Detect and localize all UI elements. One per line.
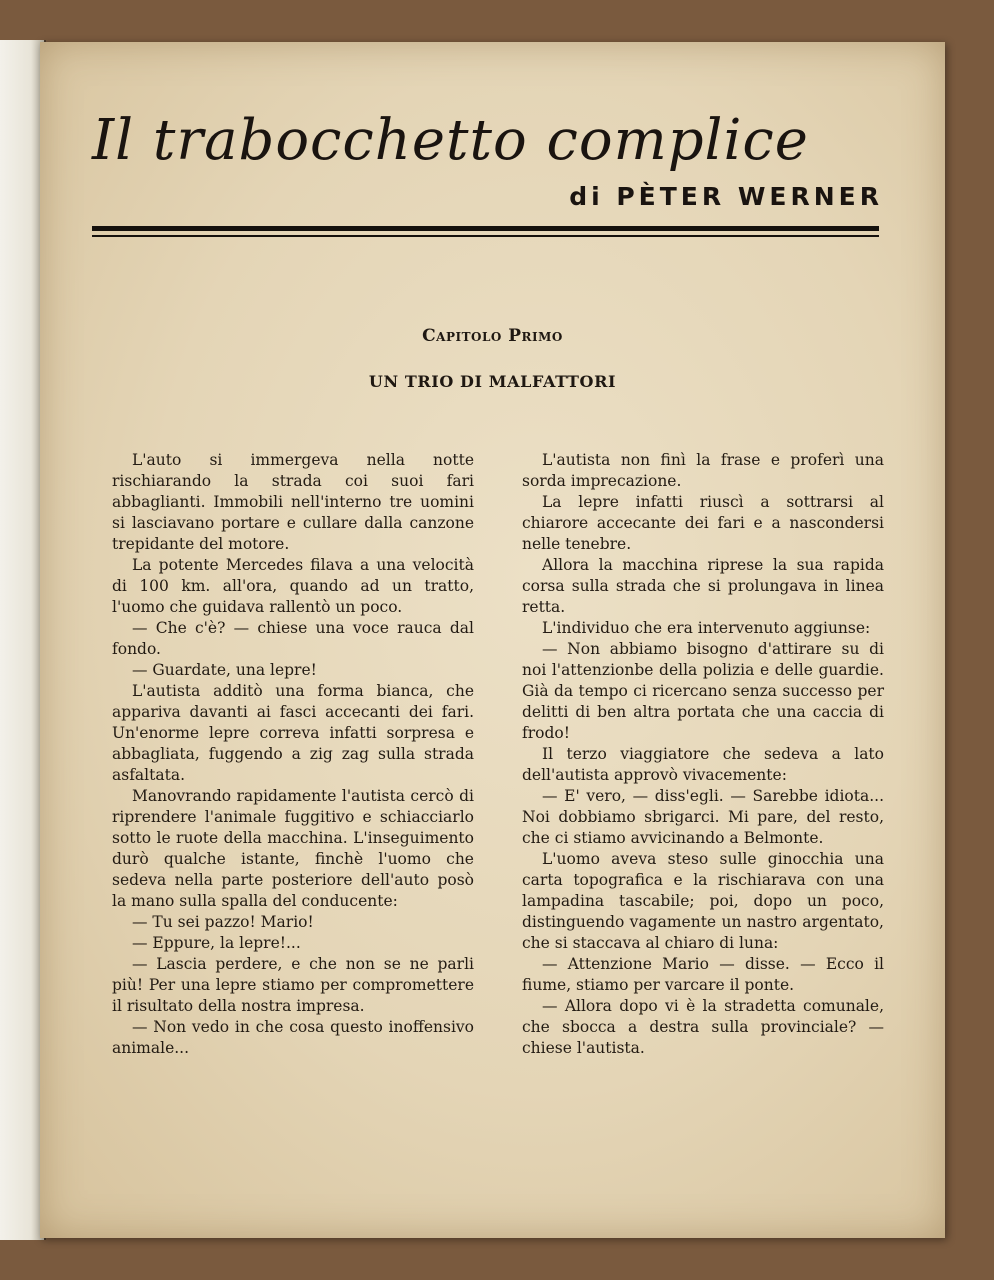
paragraph: — E' vero, — diss'egli. — Sarebbe idiota... Noi dobbiamo sbrigarci. Mi pare, del resto, che ci stiamo avvicinando a Belmonte. — [522, 787, 884, 847]
paragraph: L'autista additò una forma bianca, che appariva davanti ai fasci accecanti dei fari. Un'enorme lepre correva infatti sorpresa e abbagliata, fuggendo a zig zag sulla strada asfaltata. — [112, 682, 474, 784]
title-rule-thick — [92, 226, 879, 231]
paragraph: L'autista non finì la frase e proferì una sorda imprecazione. — [522, 451, 884, 490]
story-title: Il trabocchetto complice — [92, 108, 809, 173]
paragraph: L'auto si immergeva nella notte rischiarando la strada coi suoi fari abbaglianti. Immobili nell'interno tre uomini si lasciavano portare e cullare dalla canzone trepidante del motore. — [112, 451, 474, 553]
paragraph: — Tu sei pazzo! Mario! — [132, 913, 314, 931]
chapter-heading: Capitolo Primo — [422, 326, 563, 346]
paragraph: — Che c'è? — chiese una voce rauca dal fondo. — [112, 619, 474, 658]
author-byline: di PÈTER WERNER — [569, 182, 883, 211]
paragraph: La lepre infatti riuscì a sottrarsi al chiarore accecante dei fari e a nascondersi nelle tenebre. — [522, 493, 884, 553]
paragraph: — Non vedo in che cosa questo inoffensivo animale... — [112, 1018, 474, 1057]
text-column-right — [522, 450, 884, 1059]
paragraph: L'uomo aveva steso sulle ginocchia una carta topografica e la rischiarava con una lampadina tascabile; poi, dopo un poco, distinguendo vagamente un nastro argentato, che si staccava al chiaro di luna: — [522, 850, 884, 952]
paragraph: La potente Mercedes filava a una velocità di 100 km. all'ora, quando ad un tratto, l'uomo che guidava rallentò un poco. — [112, 556, 474, 616]
paragraph: — Non abbiamo bisogno d'attirare su di noi l'attenzionbe della polizia e delle guardie. Già da tempo ci ricercano senza successo per delitti di ben altra portata che una caccia di frodo! — [522, 640, 884, 742]
paragraph: — Attenzione Mario — disse. — Ecco il fiume, stiamo per varcare il ponte. — [522, 955, 884, 994]
text-column-left — [112, 450, 474, 1059]
paragraph: — Lascia perdere, e che non se ne parli più! Per una lepre stiamo per compromettere il risultato della nostra impresa. — [112, 955, 474, 1015]
book-page — [40, 42, 945, 1238]
paragraph: Manovrando rapidamente l'autista cercò di riprendere l'animale fuggitivo e schiacciarlo sotto le ruote della macchina. L'inseguimento durò qualche istante, finchè l'uomo che sedeva nella parte posteriore dell'auto posò la mano sulla spalla del conducente: — [112, 787, 474, 910]
paragraph: — Allora dopo vi è la stradetta comunale, che sbocca a destra sulla provinciale? — chiese l'autista. — [522, 997, 884, 1057]
paragraph: Allora la macchina riprese la sua rapida corsa sulla strada che si prolungava in linea retta. — [522, 556, 884, 616]
title-rule-thin — [92, 235, 879, 237]
paragraph: L'individuo che era intervenuto aggiunse: — [542, 619, 871, 637]
paragraph: Il terzo viaggiatore che sedeva a lato dell'autista approvò vivacemente: — [522, 745, 884, 784]
chapter-title: UN TRIO DI MALFATTORI — [368, 372, 617, 391]
paragraph: — Eppure, la lepre!... — [132, 934, 301, 952]
paragraph: — Guardate, una lepre! — [132, 661, 317, 679]
